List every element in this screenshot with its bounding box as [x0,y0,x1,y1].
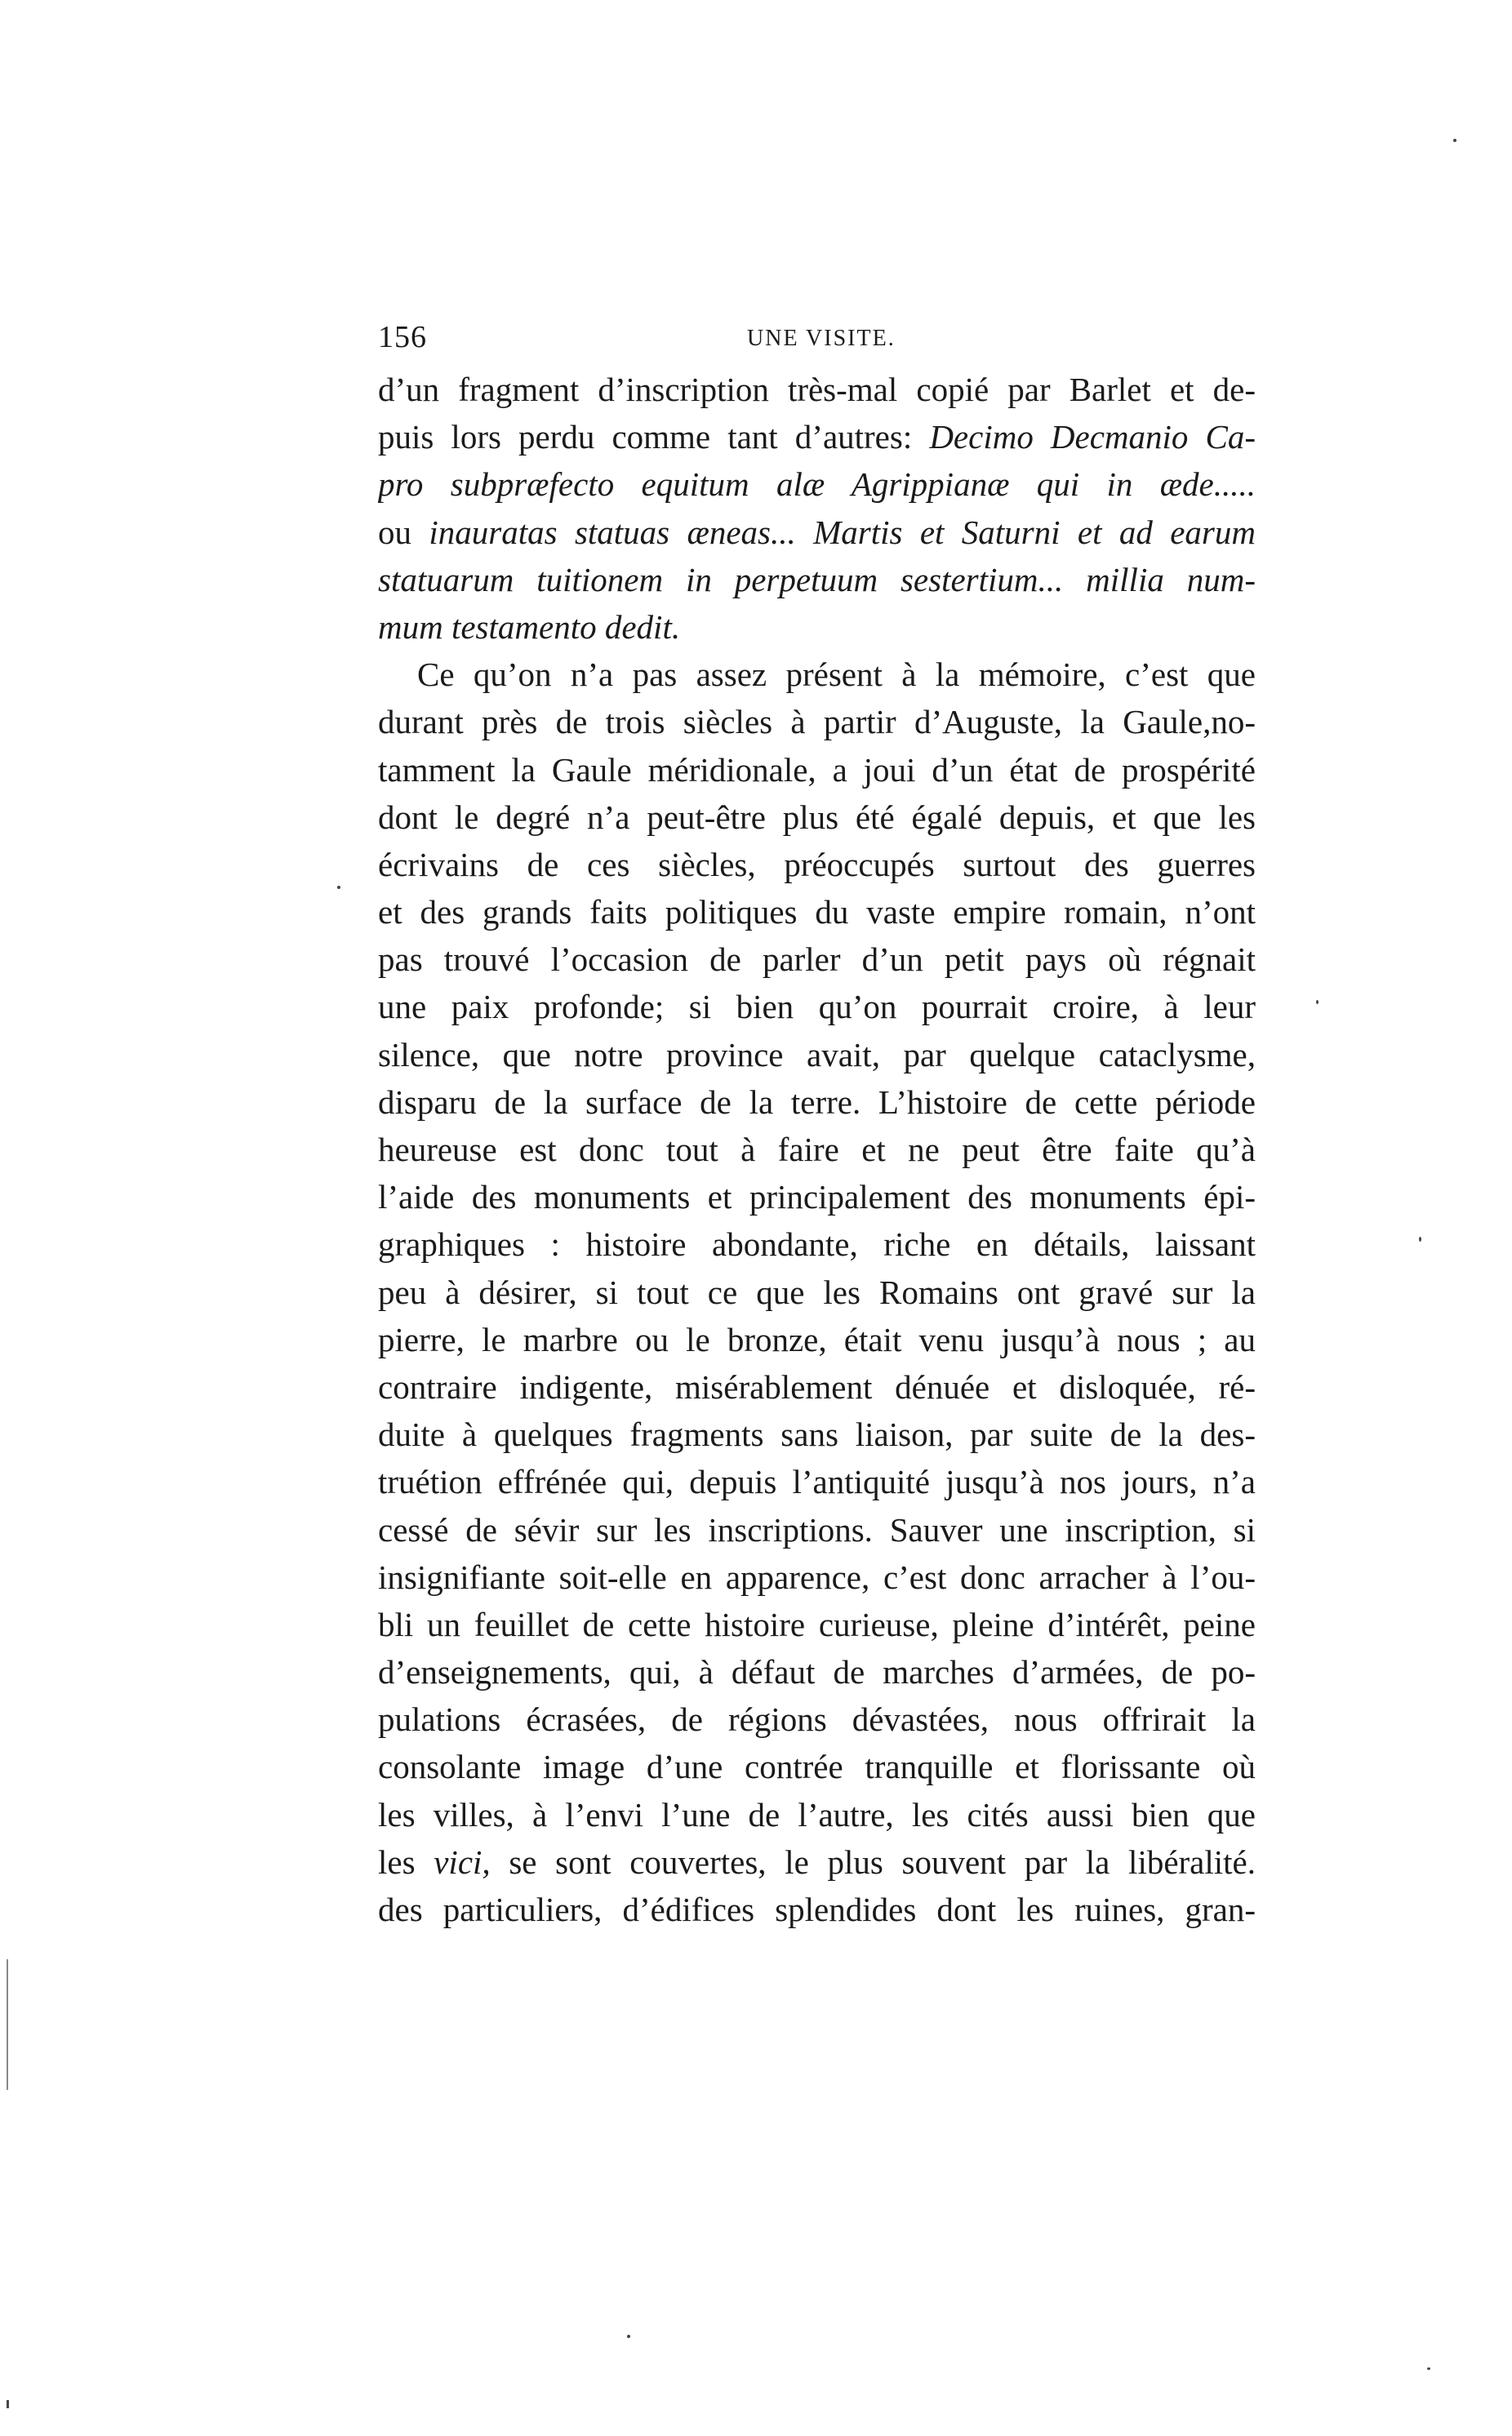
body-text [378,366,1256,1933]
text-line [378,366,1256,413]
scan-speck [7,2400,9,2408]
text-line [378,1363,1256,1411]
text-segment: bli un feuillet de cette histoire curieuse, pleine d’intérêt, peine [378,1605,1256,1643]
text-line [378,1220,1256,1268]
italic-text: statuarum tuitionem in perpetuum sestertium... millia num- [378,560,1256,598]
text-segment: tamment la Gaule méridionale, a joui d’un état de prospérité [378,750,1256,789]
text-line [378,746,1256,793]
scan-speck [1453,139,1456,142]
text-line [378,460,1256,508]
text-segment: pas trouvé l’occasion de parler d’un petit pays où régnait [378,940,1256,979]
text-line [378,603,1256,651]
text-line [378,556,1256,603]
text-segment: graphiques : histoire abondante, riche en détails, laissant [378,1225,1256,1264]
text-segment: dont le degré n’a peut-être plus été égalé depuis, et que les [378,798,1256,836]
italic-text: Decimo Decmanio Ca- [929,418,1256,456]
italic-text: mum testamento dedit. [378,607,681,646]
scan-speck [1316,1000,1319,1004]
text-line [378,1648,1256,1696]
text-segment: truétion effrénée qui, depuis l’antiquité jusqu’à nos jours, n’a [378,1463,1256,1501]
text-line [378,888,1256,936]
text-line [378,1126,1256,1173]
text-line [378,793,1256,841]
text-segment: pierre, le marbre ou le bronze, était venu jusqu’à nous ; au [378,1320,1256,1358]
page-header [378,317,1256,358]
text-segment: duite à quelques fragments sans liaison, par suite de la des- [378,1416,1256,1454]
text-line [378,651,1256,698]
text-line [378,936,1256,983]
text-segment: contraire indigente, misérablement dénuée et disloquée, ré- [378,1367,1256,1406]
text-segment: des particuliers, d’édifices splendides dont les ruines, gran- [378,1891,1256,1928]
text-line [378,509,1256,556]
italic-text: inauratas statuas æneas... Martis et Saturni et ad earum [429,513,1256,551]
text-line [378,698,1256,745]
text-line [378,1886,1256,1933]
text-line [378,1506,1256,1554]
text-segment: cessé de sévir sur les inscriptions. Sauver une inscription, si [378,1510,1256,1549]
text-segment: les [378,1843,434,1881]
text-line [378,1269,1256,1316]
text-segment: les villes, à l’envi l’une de l’autre, les cités aussi bien que [378,1795,1256,1834]
text-line [378,1601,1256,1648]
text-segment: insignifiante soit-elle en apparence, c’est donc arracher à l’ou- [378,1558,1256,1596]
text-segment: disparu de la surface de la terre. L’histoire de cette période [378,1082,1256,1121]
scan-speck [1419,1237,1421,1242]
text-segment: une paix profonde; si bien qu’on pourrait croire, à leur [378,988,1256,1026]
text-segment: Ce qu’on n’a pas assez présent à la mémoire, c’est que [417,656,1256,694]
text-segment: ou [378,513,429,551]
scan-speck [337,886,340,889]
text-segment: consolante image d’une contrée tranquille et florissante où [378,1748,1256,1786]
text-segment: d’un fragment d’inscription très-mal copié par Barlet et de- [378,371,1256,408]
text-line [378,413,1256,460]
text-segment: l’aide des monuments et principalement des monuments épi- [378,1178,1256,1216]
text-line [378,1078,1256,1126]
running-title: UNE VISITE. [747,326,896,351]
text-segment: pulations écrasées, de régions dévastées, nous offrirait la [378,1700,1256,1739]
scan-speck [7,1959,8,2090]
text-line [378,983,1256,1030]
text-line [378,1316,1256,1363]
text-line [378,1743,1256,1790]
page-number: 156 [378,320,427,354]
text-line [378,1838,1256,1886]
text-segment: durant près de trois siècles à partir d’Auguste, la Gaule,no- [378,703,1256,741]
text-segment: écrivains de ces siècles, préoccupés surtout des guerres [378,845,1256,883]
text-line [378,1791,1256,1838]
text-segment: heureuse est donc tout à faire et ne peut être faite qu’à [378,1131,1256,1168]
text-segment: peu à désirer, si tout ce que les Romains ont gravé sur la [378,1273,1256,1311]
text-segment: silence, que notre province avait, par quelque cataclysme, [378,1035,1256,1074]
text-line [378,841,1256,888]
italic-text: pro subpræfecto equitum alæ Agrippianæ qui in æde..... [378,465,1256,504]
text-segment: d’enseignements, qui, à défaut de marches d’armées, de po- [378,1653,1256,1691]
scan-speck [627,2335,630,2338]
text-segment: et des grands faits politiques du vaste empire romain, n’ont [378,893,1256,931]
text-line [378,1696,1256,1743]
text-segment: puis lors perdu comme tant d’autres: [378,418,930,456]
text-line [378,1554,1256,1601]
text-line [378,1458,1256,1505]
text-line [378,1031,1256,1078]
text-line [378,1411,1256,1458]
text-line [378,1173,1256,1220]
scan-speck [1427,2367,1430,2370]
text-segment: se sont couvertes, le plus souvent par la libéralité. [490,1843,1256,1881]
italic-text: vici, [434,1843,491,1881]
